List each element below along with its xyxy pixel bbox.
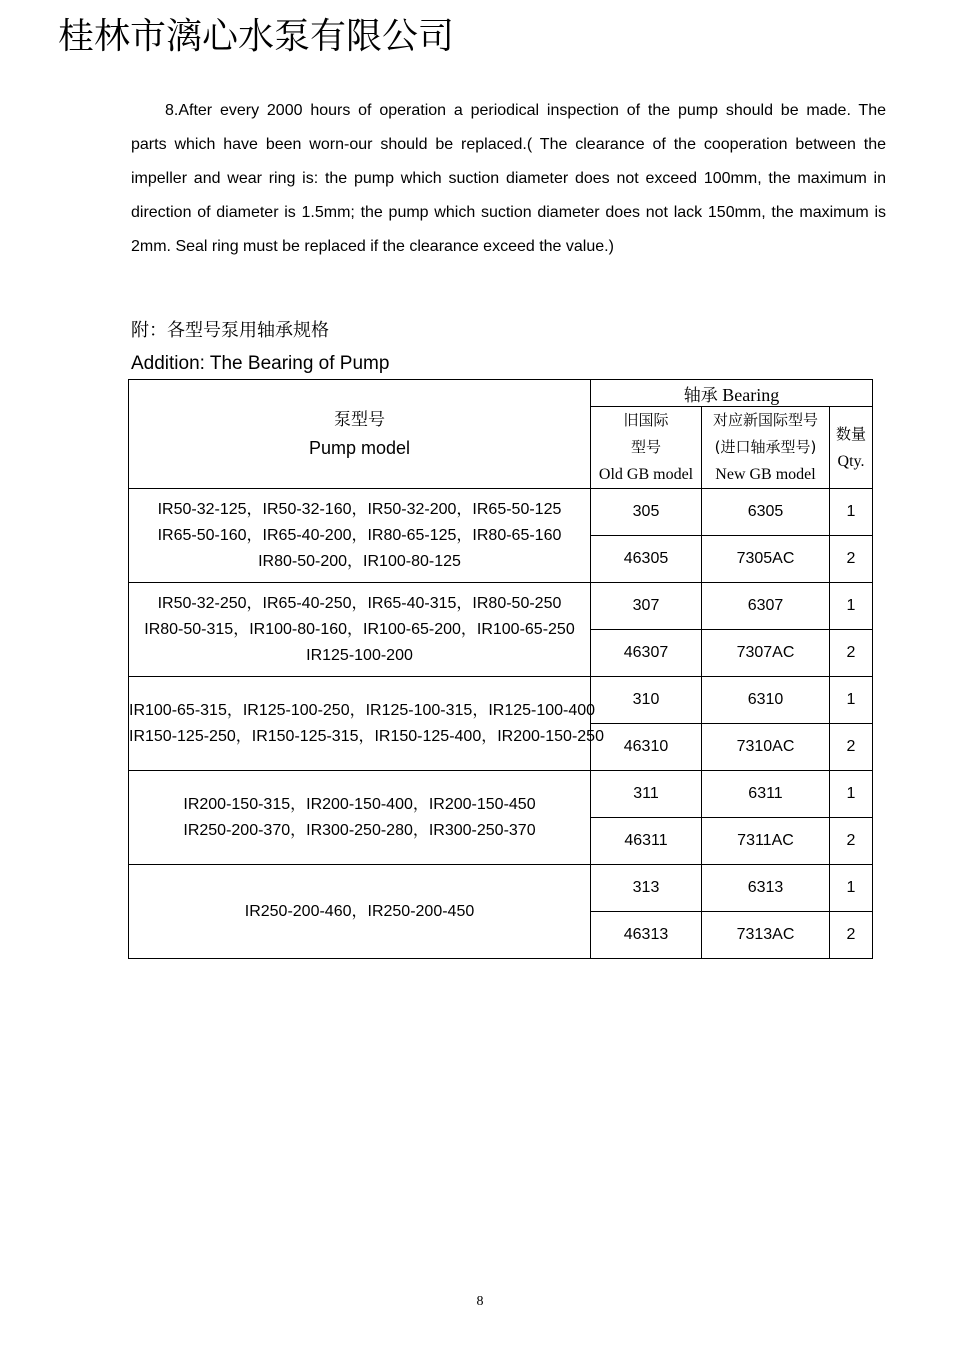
pump-models-line: IR80-50-200，IR100-80-125 — [258, 552, 461, 570]
old-gb-model-cell: 46310 — [591, 724, 702, 771]
pump-model-header-en: Pump model — [308, 438, 411, 458]
table-header-row — [129, 380, 873, 407]
company-name: 桂林市漓心水泵有限公司 — [58, 16, 455, 57]
old-gb-model-cell: 305 — [591, 489, 702, 536]
old-gb-model-cell: 311 — [591, 771, 702, 818]
pump-models-line: IR150-125-250，IR150-125-315，IR150-125-400，IR200-150-250 — [129, 727, 604, 745]
qty-cell: 1 — [830, 771, 873, 818]
qty-cell: 2 — [830, 818, 873, 865]
qty-header-cn: 数量 — [836, 424, 867, 443]
new-gb-header-cn-1: 对应新国际型号 — [712, 411, 818, 429]
pump-models-line: IR100-65-315，IR125-100-250，IR125-100-315，IR125-100-400 — [129, 701, 596, 719]
old-gb-model-cell: 313 — [591, 865, 702, 912]
pump-model-header — [129, 380, 591, 489]
qty-cell: 1 — [830, 865, 873, 912]
pump-models-line: IR80-50-315，IR100-80-160，IR100-65-200，IR100-65-250 — [144, 620, 575, 638]
new-gb-header-en: New GB model — [715, 466, 816, 483]
new-gb-header — [702, 407, 830, 489]
qty-cell: 2 — [830, 724, 873, 771]
paragraph-body: parts which have been worn-our should be replaced.( The clearance of the cooperation between the impeller and wear ring is: the pump which suction diameter does not exceed 100mm, the maximum in direction of diameter is 1.5mm; the pump which suction diameter does not lack 150mm, the maximum is 2mm. Seal ring must be replaced if the clearance exceed the value.) — [131, 136, 886, 255]
appendix-title-en: Addition: The Bearing of Pump — [131, 353, 390, 374]
new-gb-model-cell: 6310 — [702, 677, 830, 724]
new-gb-header-cn-2: (进口轴承型号) — [714, 438, 817, 456]
bearing-header-cn: 轴承 — [683, 385, 718, 406]
table-row — [129, 771, 873, 818]
new-gb-model-cell: 7310AC — [702, 724, 830, 771]
pump-models-cell — [129, 771, 591, 865]
pump-models-cell — [129, 489, 591, 583]
qty-cell: 2 — [830, 630, 873, 677]
table-row — [129, 583, 873, 630]
pump-models-cell — [129, 865, 591, 959]
new-gb-model-cell: 7307AC — [702, 630, 830, 677]
pump-models-cell — [129, 677, 604, 771]
old-gb-header-cn-2: 型号 — [630, 438, 661, 456]
old-gb-header-cn-1: 旧国际 — [623, 411, 669, 429]
old-gb-model-cell: 46311 — [591, 818, 702, 865]
pump-model-header-cn: 泵型号 — [334, 410, 385, 430]
table-row — [129, 865, 873, 912]
pump-models-cell — [129, 583, 591, 677]
qty-header-en: Qty. — [837, 452, 865, 470]
pump-models-line: IR200-150-315，IR200-150-400，IR200-150-450 — [183, 795, 536, 813]
pump-models-line: IR65-50-160，IR65-40-200，IR80-65-125，IR80-65-160 — [157, 526, 562, 544]
qty-cell: 1 — [830, 489, 873, 536]
bearing-header — [591, 380, 873, 407]
pump-models-line: IR125-100-200 — [306, 646, 413, 664]
new-gb-model-cell: 6311 — [702, 771, 830, 818]
new-gb-model-cell: 6307 — [702, 583, 830, 630]
appendix-title-cn: 附：各型号泵用轴承规格 — [131, 320, 329, 341]
old-gb-header-en: Old GB model — [598, 466, 694, 483]
new-gb-model-cell: 6313 — [702, 865, 830, 912]
new-gb-model-cell: 7311AC — [702, 818, 830, 865]
bearing-table — [128, 379, 873, 959]
old-gb-model-cell: 46305 — [591, 536, 702, 583]
old-gb-header — [591, 407, 702, 489]
pump-models-line: IR250-200-370，IR300-250-280，IR300-250-370 — [183, 821, 536, 839]
qty-cell: 1 — [830, 677, 873, 724]
qty-header — [830, 407, 873, 489]
old-gb-model-cell: 307 — [591, 583, 702, 630]
new-gb-model-cell: 6305 — [702, 489, 830, 536]
new-gb-model-cell: 7305AC — [702, 536, 830, 583]
old-gb-model-cell: 46313 — [591, 912, 702, 959]
page-number: 8 — [476, 1294, 484, 1309]
maintenance-paragraph — [131, 94, 886, 264]
table-row — [129, 677, 873, 724]
old-gb-model-cell: 310 — [591, 677, 702, 724]
qty-cell: 2 — [830, 536, 873, 583]
pump-models-line: IR50-32-250，IR65-40-250，IR65-40-315，IR80-50-250 — [157, 594, 562, 612]
bearing-table-body — [129, 380, 873, 959]
qty-cell: 2 — [830, 912, 873, 959]
paragraph-first-line: 8.After every 2000 hours of operation a periodical inspection of the pump should be made. The — [165, 102, 886, 119]
qty-cell: 1 — [830, 583, 873, 630]
old-gb-model-cell: 46307 — [591, 630, 702, 677]
pump-models-line: IR50-32-125，IR50-32-160，IR50-32-200，IR65-50-125 — [157, 500, 562, 518]
bearing-header-en: Bearing — [722, 384, 780, 405]
pump-models-line: IR250-200-460，IR250-200-450 — [244, 902, 475, 920]
new-gb-model-cell: 7313AC — [702, 912, 830, 959]
table-row — [129, 489, 873, 536]
